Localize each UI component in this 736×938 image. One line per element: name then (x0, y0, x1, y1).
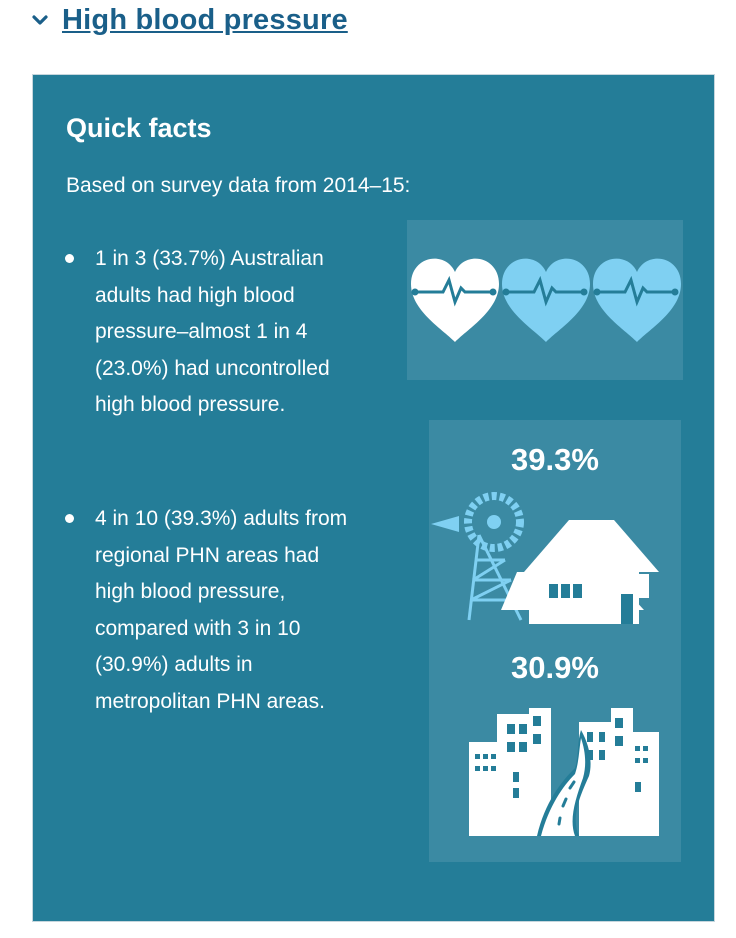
fact-line: high blood pressure, (95, 580, 286, 603)
hearts-graphic (407, 220, 683, 380)
fact-line: regional PHN areas had (95, 543, 320, 567)
fact-line: (23.0%) had uncontrolled (95, 356, 330, 380)
fact-line: pressure–almost 1 in 4 (95, 320, 308, 343)
heart-light-blue-icon (502, 259, 590, 342)
fact-line: compared with 3 in 10 (95, 616, 301, 640)
regional-percentage: 39.3% (511, 442, 599, 477)
bullet-icon (65, 514, 74, 523)
quick-facts-panel (32, 74, 715, 922)
fact-line: adults had high blood (95, 283, 295, 307)
heart-white-icon (411, 259, 499, 342)
regional-metro-infographic (429, 420, 681, 862)
fact-line: 1 in 3 (33.7%) Australian (95, 247, 324, 270)
fact-line: (30.9%) adults in (95, 653, 253, 676)
section-title-link[interactable]: High blood pressure (62, 3, 348, 36)
windmill-house-icon (429, 480, 681, 630)
bullet-icon (65, 254, 74, 263)
quick-facts-heading: Quick facts (66, 113, 212, 143)
fact-line: high blood pressure. (95, 393, 286, 416)
fact-line: metropolitan PHN areas. (95, 689, 325, 713)
city-road-icon (429, 702, 681, 852)
chevron-down-icon[interactable] (30, 10, 50, 30)
intro-text: Based on survey data from 2014–15: (66, 174, 411, 197)
fact-line: 4 in 10 (39.3%) adults from (95, 507, 348, 530)
metro-percentage: 30.9% (511, 650, 599, 685)
heart-light-blue-icon (593, 259, 681, 342)
section-header[interactable] (30, 0, 348, 40)
fact-item-2 (95, 501, 395, 720)
fact-item-1 (95, 241, 395, 424)
hearts-infographic (407, 220, 683, 380)
